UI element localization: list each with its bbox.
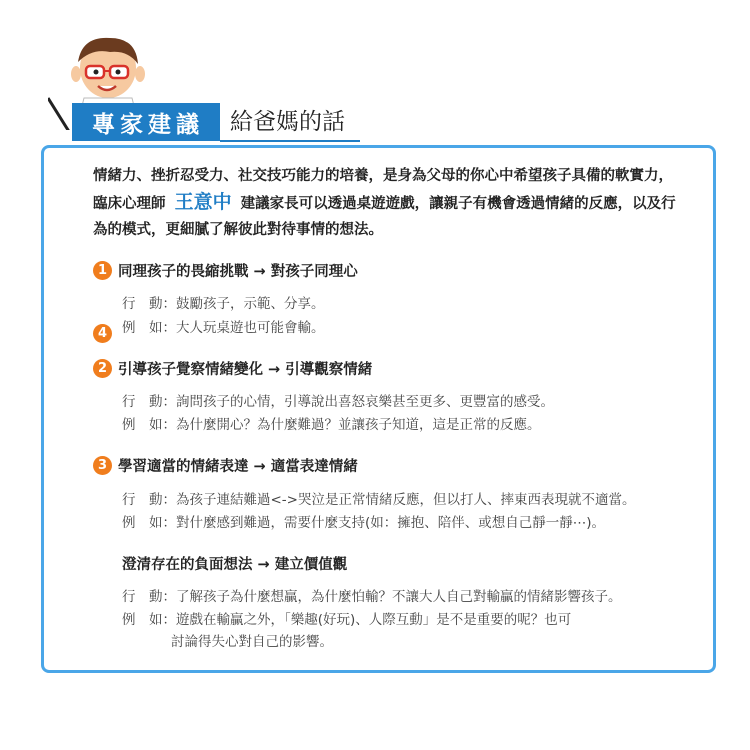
page-title: 給爸媽的話	[230, 109, 345, 135]
expert-advice-badge: 專家建議	[72, 103, 220, 141]
section-3-example: 例 如：對什麼感到難過，需要什麼支持(如：擁抱、陪伴、或想自己靜一靜⋯)。	[122, 515, 606, 531]
section-2-action: 行 動：詢問孩子的心情，引導說出喜怒哀樂甚至更多、更豐富的感受。	[122, 394, 554, 410]
section-4-action: 行 動：了解孩子為什麼想贏，為什麼怕輸？不讓大人自己對輸贏的情緒影響孩子。	[122, 589, 622, 605]
section-heading-text: 引導孩子覺察情緒變化 → 引導觀察情緒	[118, 361, 373, 378]
intro-text-before: 情緒力、挫折忍受力、社交技巧能力的培養，是身為父母的你心中希望孩子具備的軟實力，臨床心理師	[93, 168, 673, 212]
section-3-action: 行 動：為孩子連結難過<->哭泣是正常情緒反應，但以打人、摔東西表現就不適當。	[122, 492, 636, 508]
section-1-heading	[93, 259, 358, 281]
section-number-badge: 2	[93, 359, 112, 378]
section-4-heading	[122, 552, 347, 574]
title-underline	[220, 140, 360, 142]
section-4-example-continued: 討論得失心對自己的影響。	[171, 634, 333, 650]
section-number-badge: 3	[93, 456, 112, 475]
section-heading-text: 學習適當的情緒表達 → 適當表達情緒	[118, 458, 358, 475]
section-number-badge: 1	[93, 261, 112, 280]
section-1-example: 例 如：大人玩桌遊也可能會輸。	[122, 320, 325, 336]
section-4-example: 例 如：遊戲在輸贏之外，「樂趣(好玩)、人際互動」是不是重要的呢？也可	[122, 612, 572, 628]
section-heading-text: 澄清存在的負面想法 → 建立價值觀	[122, 556, 348, 573]
section-3-heading	[93, 454, 358, 476]
section-2-example: 例 如：為什麼開心？為什麼難過？並讓孩子知道，這是正常的反應。	[122, 417, 541, 433]
psychologist-name: 王意中	[174, 191, 232, 213]
intro-text-after: 建議家長可以透過桌遊遊戲，讓親子有機會透過情緒的反應，以及行為的模式，更細膩了解彼此對待事情的想法。	[93, 196, 676, 238]
section-2-heading	[93, 357, 372, 379]
intro-paragraph	[93, 163, 678, 243]
stray-number-badge: 4	[93, 324, 112, 343]
section-heading-text: 同理孩子的畏縮挑戰 → 對孩子同理心	[118, 263, 358, 280]
section-1-action: 行 動：鼓勵孩子，示範、分享。	[122, 296, 325, 312]
